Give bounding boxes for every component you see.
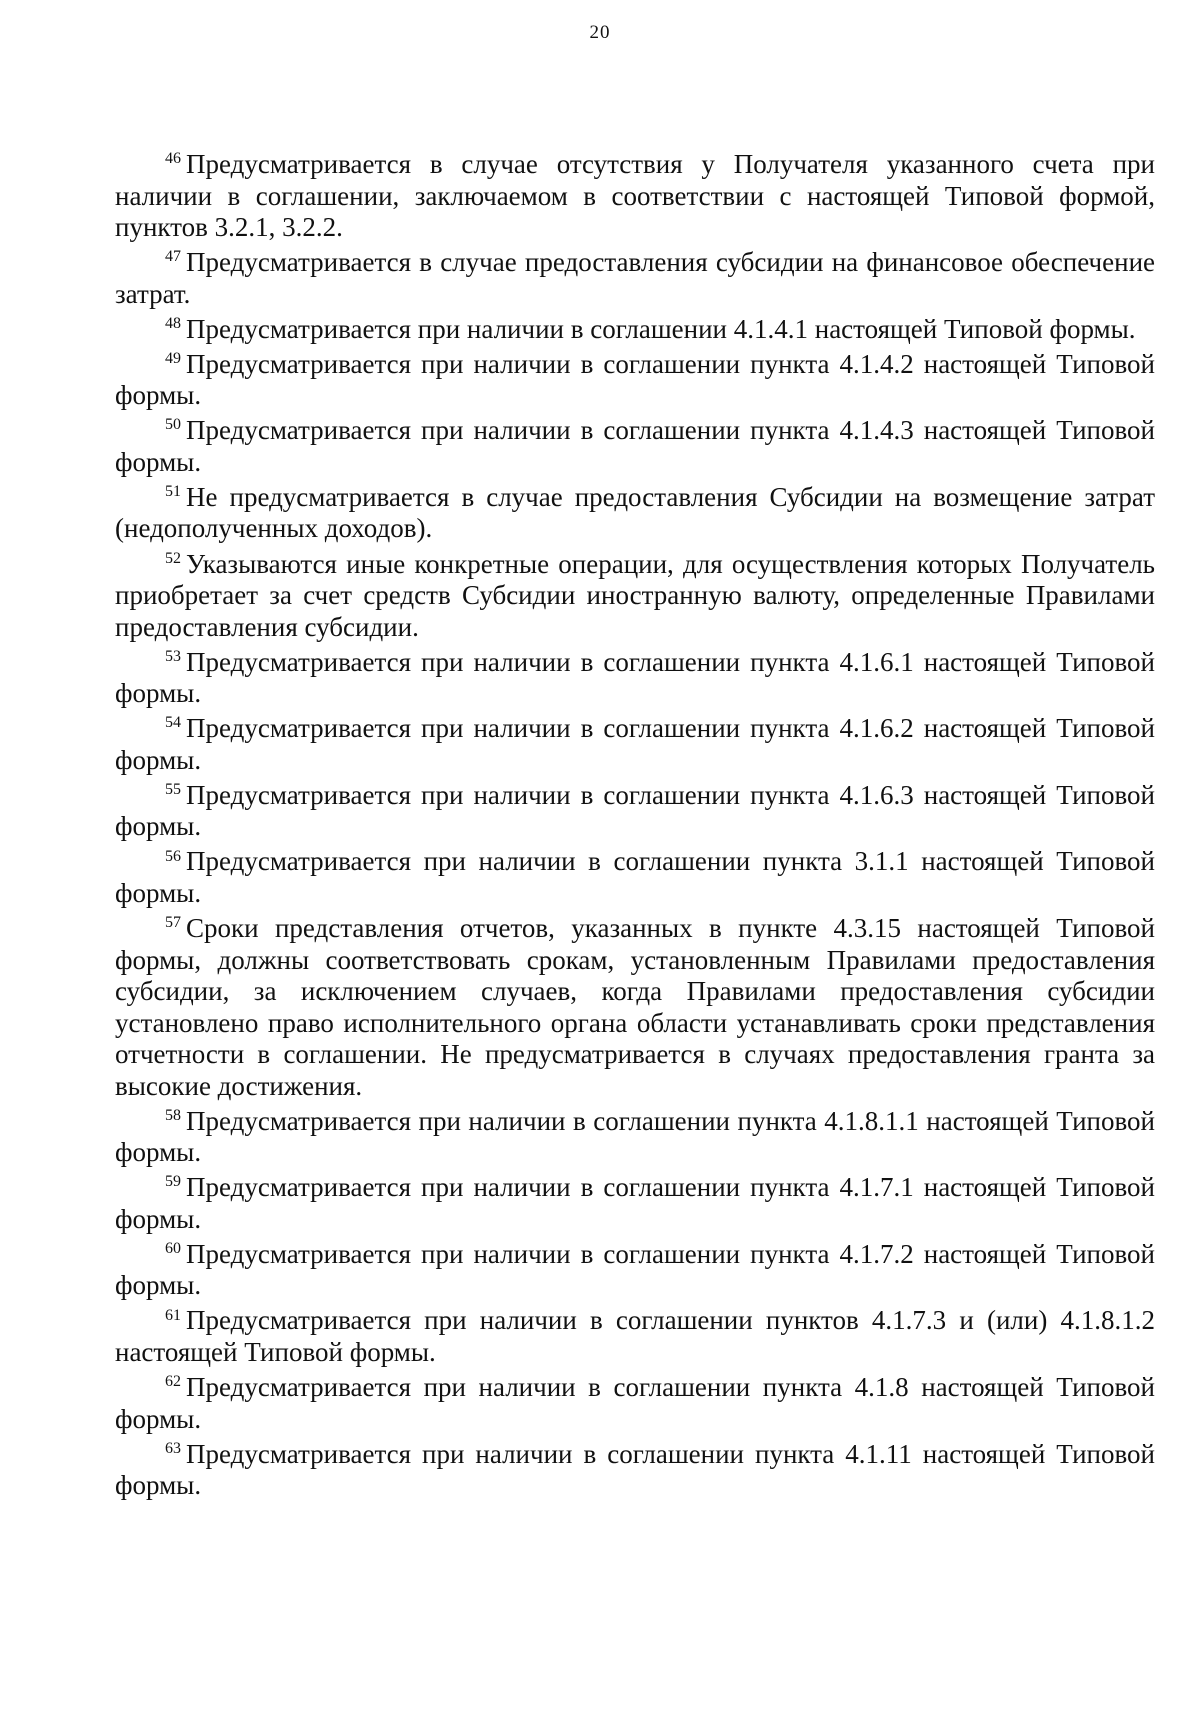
footnote-61 [115, 1305, 1155, 1368]
footnote-60 [115, 1239, 1155, 1302]
footnote-52 [115, 549, 1155, 644]
footnote-text: Предусматривается при наличии в соглашении пункта 3.1.1 настоящей Типовой формы. [115, 846, 1155, 908]
footnote-text: Предусматривается при наличии в соглашении пункта 4.1.6.1 настоящей Типовой формы. [115, 646, 1155, 709]
footnote-text: Предусматривается при наличии в соглашении пунктов 4.1.7.3 и (или) 4.1.8.1.2 настоящей Типовой формы. [115, 1305, 1155, 1367]
footnote-number: 46 [165, 150, 181, 168]
footnote-text: Предусматривается при наличии в соглашении пункта 4.1.4.2 настоящей Типовой формы. [115, 348, 1155, 411]
footnote-47 [115, 247, 1155, 310]
footnote-number: 57 [165, 914, 181, 932]
footnote-62 [115, 1372, 1155, 1435]
footnote-text: Предусматривается в случае предоставления субсидии на финансовое обеспечение затрат. [115, 247, 1155, 309]
footnote-text: Предусматривается при наличии в соглашении 4.1.4.1 настоящей Типовой формы. [186, 313, 1136, 344]
footnote-text: Предусматривается в случае отсутствия у Получателя указанного счета при наличии в соглашении, заключаемом в соответствии с настоящей Типовой формой, пунктов 3.2.1, 3.2.2. [115, 149, 1155, 242]
footnote-number: 56 [165, 847, 181, 865]
footnote-number: 48 [165, 314, 181, 332]
footnote-number: 61 [165, 1306, 181, 1324]
footnote-56 [115, 846, 1155, 909]
footnote-59 [115, 1172, 1155, 1235]
footnote-57 [115, 913, 1155, 1102]
footnote-51 [115, 482, 1155, 545]
footnote-50 [115, 415, 1155, 478]
footnote-text: Предусматривается при наличии в соглашении пункта 4.1.6.2 настоящей Типовой формы. [115, 713, 1155, 775]
footnote-text: Предусматривается при наличии в соглашении пункта 4.1.11 настоящей Типовой формы. [115, 1438, 1155, 1501]
footnote-number: 49 [165, 349, 181, 367]
footnote-text: Сроки представления отчетов, указанных в пункте 4.3.15 настоящей Типовой формы, должны соответствовать срокам, установленным Правилами предоставления субсидии, за исключением случаев, когда Правилами предоставления субсидии установлено право исполнительного органа области устанавливать сроки представления отчетности в соглашении. Не предусматривается в случаях предоставления гранта за высокие достижения. [115, 913, 1155, 1101]
footnote-63 [115, 1439, 1155, 1502]
footnote-text: Не предусматривается в случае предоставления Субсидии на возмещение затрат (недополученных доходов). [115, 481, 1155, 544]
footnote-text: Указываются иные конкретные операции, для осуществления которых Получатель приобретает за счет средств Субсидии иностранную валюту, определенные Правилами предоставления субсидии. [115, 548, 1155, 642]
footnote-number: 54 [165, 714, 181, 732]
page-number: 20 [589, 22, 611, 43]
footnote-55 [115, 780, 1155, 843]
footnote-58 [115, 1106, 1155, 1169]
footnote-text: Предусматривается при наличии в соглашении пункта 4.1.6.3 настоящей Типовой формы. [115, 779, 1155, 842]
footnote-54 [115, 713, 1155, 776]
footnote-48 [115, 314, 1155, 346]
footnote-number: 51 [165, 483, 181, 501]
footnote-number: 53 [165, 647, 181, 665]
footnote-number: 62 [165, 1373, 181, 1391]
footnote-text: Предусматривается при наличии в соглашении пункта 4.1.4.3 настоящей Типовой формы. [115, 415, 1155, 477]
footnote-number: 55 [165, 780, 181, 798]
footnotes-list [115, 149, 1155, 1505]
footnote-text: Предусматривается при наличии в соглашении пункта 4.1.8.1.1 настоящей Типовой формы. [115, 1105, 1155, 1168]
footnote-text: Предусматривается при наличии в соглашении пункта 4.1.7.1 настоящей Типовой формы. [115, 1172, 1155, 1234]
footnote-number: 52 [165, 549, 181, 567]
footnote-49 [115, 349, 1155, 412]
footnote-text: Предусматривается при наличии в соглашении пункта 4.1.8 настоящей Типовой формы. [115, 1372, 1155, 1434]
footnote-number: 59 [165, 1173, 181, 1191]
footnote-53 [115, 647, 1155, 710]
footnote-number: 47 [165, 248, 181, 266]
footnote-text: Предусматривается при наличии в соглашении пункта 4.1.7.2 настоящей Типовой формы. [115, 1238, 1155, 1301]
footnote-number: 63 [165, 1439, 181, 1457]
footnote-number: 50 [165, 416, 181, 434]
footnote-46 [115, 149, 1155, 244]
footnote-number: 58 [165, 1106, 181, 1124]
footnote-number: 60 [165, 1239, 181, 1257]
